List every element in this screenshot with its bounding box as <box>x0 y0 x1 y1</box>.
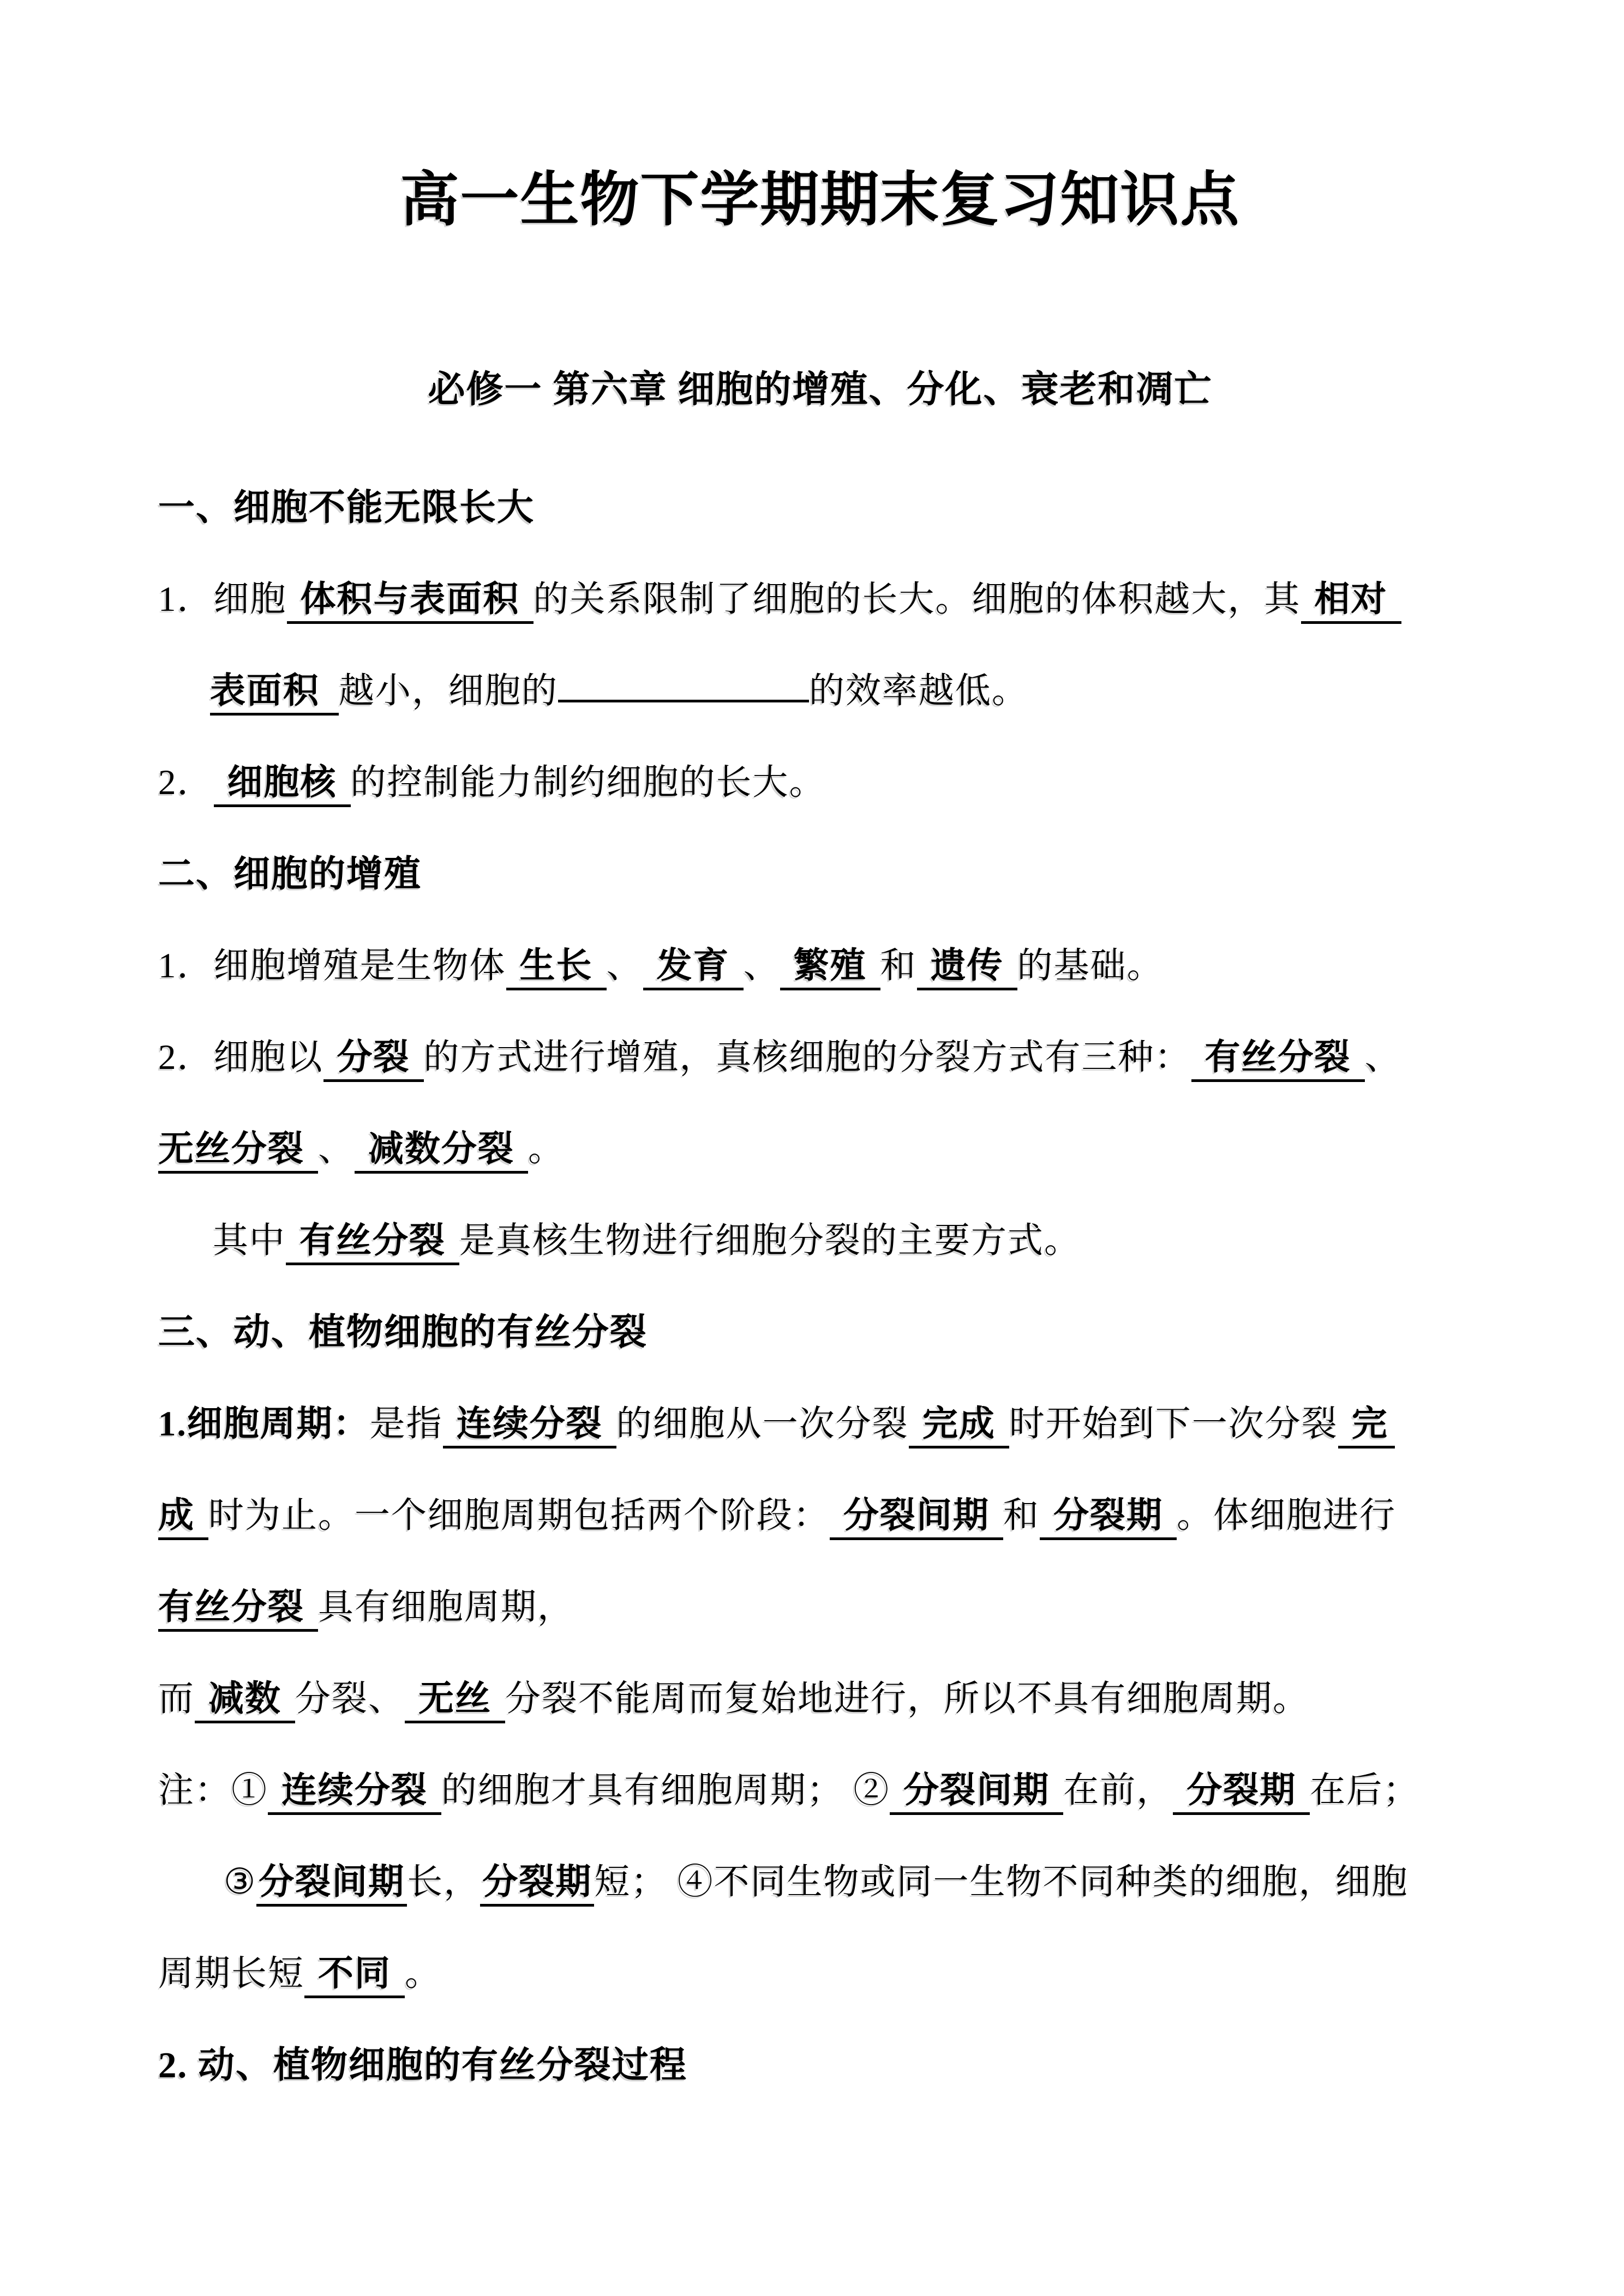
text-segment: 分裂、 <box>295 1679 405 1718</box>
filled-answer: 相对 <box>1301 580 1401 624</box>
text-segment: ③ <box>224 1862 257 1902</box>
filled-answer: 发育 <box>643 946 744 990</box>
text-segment: 1.细胞周期： <box>158 1404 370 1444</box>
doc-line <box>158 1653 1482 1745</box>
text-segment: 2. 动、植物细胞的有丝分裂过程 <box>158 2045 687 2085</box>
doc-line <box>158 920 1482 1012</box>
text-segment: 2． <box>158 763 214 802</box>
text-segment: 。 <box>405 1954 442 1993</box>
text-segment: 越小，细胞的 <box>339 671 559 711</box>
filled-answer: 连续分裂 <box>268 1771 441 1815</box>
text-segment: 和 <box>880 946 917 985</box>
text-segment: 在后； <box>1310 1771 1420 1810</box>
text-segment: 和 <box>1003 1496 1040 1535</box>
text-segment: 三、动、植物细胞的有丝分裂 <box>158 1312 648 1353</box>
text-segment: 、 <box>743 946 780 985</box>
text-segment: 的细胞才具有细胞周期； ② <box>441 1771 890 1810</box>
filled-answer: 分裂 <box>323 1038 424 1082</box>
filled-answer: 有丝分裂 <box>158 1588 318 1632</box>
doc-line <box>158 1561 1482 1653</box>
filled-answer: 细胞核 <box>214 763 351 807</box>
doc-line <box>158 1928 1482 2019</box>
filled-answer: 分裂间期 <box>830 1496 1003 1540</box>
filled-answer: 减数分裂 <box>355 1129 528 1174</box>
text-segment: 长， <box>407 1862 481 1902</box>
filled-answer: 完 <box>1338 1404 1395 1448</box>
text-segment: 的控制能力制约细胞的长大。 <box>350 763 826 802</box>
filled-answer: 成 <box>158 1496 208 1540</box>
text-segment: 。 <box>528 1129 565 1169</box>
doc-line <box>158 1836 1482 1928</box>
text-segment: 是真核生物进行细胞分裂的主要方式。 <box>459 1221 1081 1260</box>
doc-line <box>158 737 1482 828</box>
doc-line <box>158 1470 1482 1561</box>
filled-answer: 有丝分裂 <box>286 1221 459 1265</box>
text-segment: 。体细胞进行 <box>1177 1496 1397 1535</box>
filled-answer: 无丝 <box>405 1679 505 1723</box>
answer-blank <box>558 667 809 702</box>
text-segment: 1．细胞 <box>158 580 287 619</box>
document-body <box>158 462 1482 2111</box>
text-segment: 、 <box>606 946 643 985</box>
section-heading <box>158 828 1482 920</box>
filled-answer: 连续分裂 <box>443 1404 616 1448</box>
filled-answer: 繁殖 <box>780 946 880 990</box>
text-segment: 一、细胞不能无限长大 <box>158 488 535 528</box>
page-title: 高一生物下学期期末复习知识点 <box>400 168 1241 233</box>
text-segment: 是指 <box>369 1404 443 1444</box>
filled-answer: 遗传 <box>917 946 1017 990</box>
section-heading <box>158 462 1482 554</box>
doc-line <box>158 1195 1482 1287</box>
text-segment: 周期长短 <box>158 1954 305 1993</box>
filled-answer: 完成 <box>909 1404 1009 1448</box>
filled-answer: 无丝分裂 <box>158 1129 318 1174</box>
filled-answer: 分裂期 <box>1173 1771 1310 1815</box>
text-segment: 、 <box>1364 1038 1401 1077</box>
text-segment: 分裂不能周而复始地进行，所以不具有细胞周期。 <box>505 1679 1310 1718</box>
doc-line <box>158 1103 1482 1195</box>
section-heading <box>158 2019 1482 2111</box>
filled-answer: 不同 <box>304 1954 405 1998</box>
text-segment: 具有细胞周期， <box>318 1588 574 1627</box>
text-segment: 二、细胞的增殖 <box>158 854 422 894</box>
filled-answer: 分裂期 <box>480 1862 594 1907</box>
text-segment: 时为止。一个细胞周期包括两个阶段： <box>208 1496 830 1535</box>
doc-line <box>158 554 1482 645</box>
text-segment: 的效率越低。 <box>809 671 1029 711</box>
filled-answer: 表面积 <box>210 671 339 716</box>
text-segment: 1．细胞增殖是生物体 <box>158 946 506 985</box>
doc-line <box>158 1378 1482 1470</box>
text-segment: 而 <box>158 1679 195 1718</box>
text-segment: 注：① <box>158 1771 268 1810</box>
filled-answer: 减数 <box>195 1679 295 1723</box>
filled-answer: 分裂间期 <box>256 1862 407 1907</box>
doc-line <box>158 645 1482 737</box>
doc-line <box>158 1012 1482 1103</box>
text-segment: 短； ④不同生物或同一生物不同种类的细胞，细胞 <box>594 1862 1409 1902</box>
chapter-subtitle: 必修一 第六章 细胞的增殖、分化、衰老和凋亡 <box>428 369 1213 410</box>
filled-answer: 生长 <box>506 946 607 990</box>
text-segment: 在前， <box>1063 1771 1173 1810</box>
filled-answer: 分裂期 <box>1040 1496 1177 1540</box>
text-segment: 的关系限制了细胞的长大。细胞的体积越大，其 <box>533 580 1301 619</box>
doc-line <box>158 1745 1482 1836</box>
text-segment: 的方式进行增殖，真核细胞的分裂方式有三种： <box>423 1038 1191 1077</box>
text-segment: 的基础。 <box>1017 946 1164 985</box>
text-segment: 时开始到下一次分裂 <box>1009 1404 1338 1444</box>
filled-answer: 分裂间期 <box>890 1771 1063 1815</box>
text-segment: 2．细胞以 <box>158 1038 323 1077</box>
section-heading <box>158 1287 1482 1378</box>
text-segment: 的细胞从一次分裂 <box>616 1404 909 1444</box>
text-segment: 、 <box>318 1129 355 1169</box>
filled-answer: 体积与表面积 <box>287 580 534 624</box>
filled-answer: 有丝分裂 <box>1191 1038 1365 1082</box>
text-segment: 其中 <box>213 1221 286 1260</box>
